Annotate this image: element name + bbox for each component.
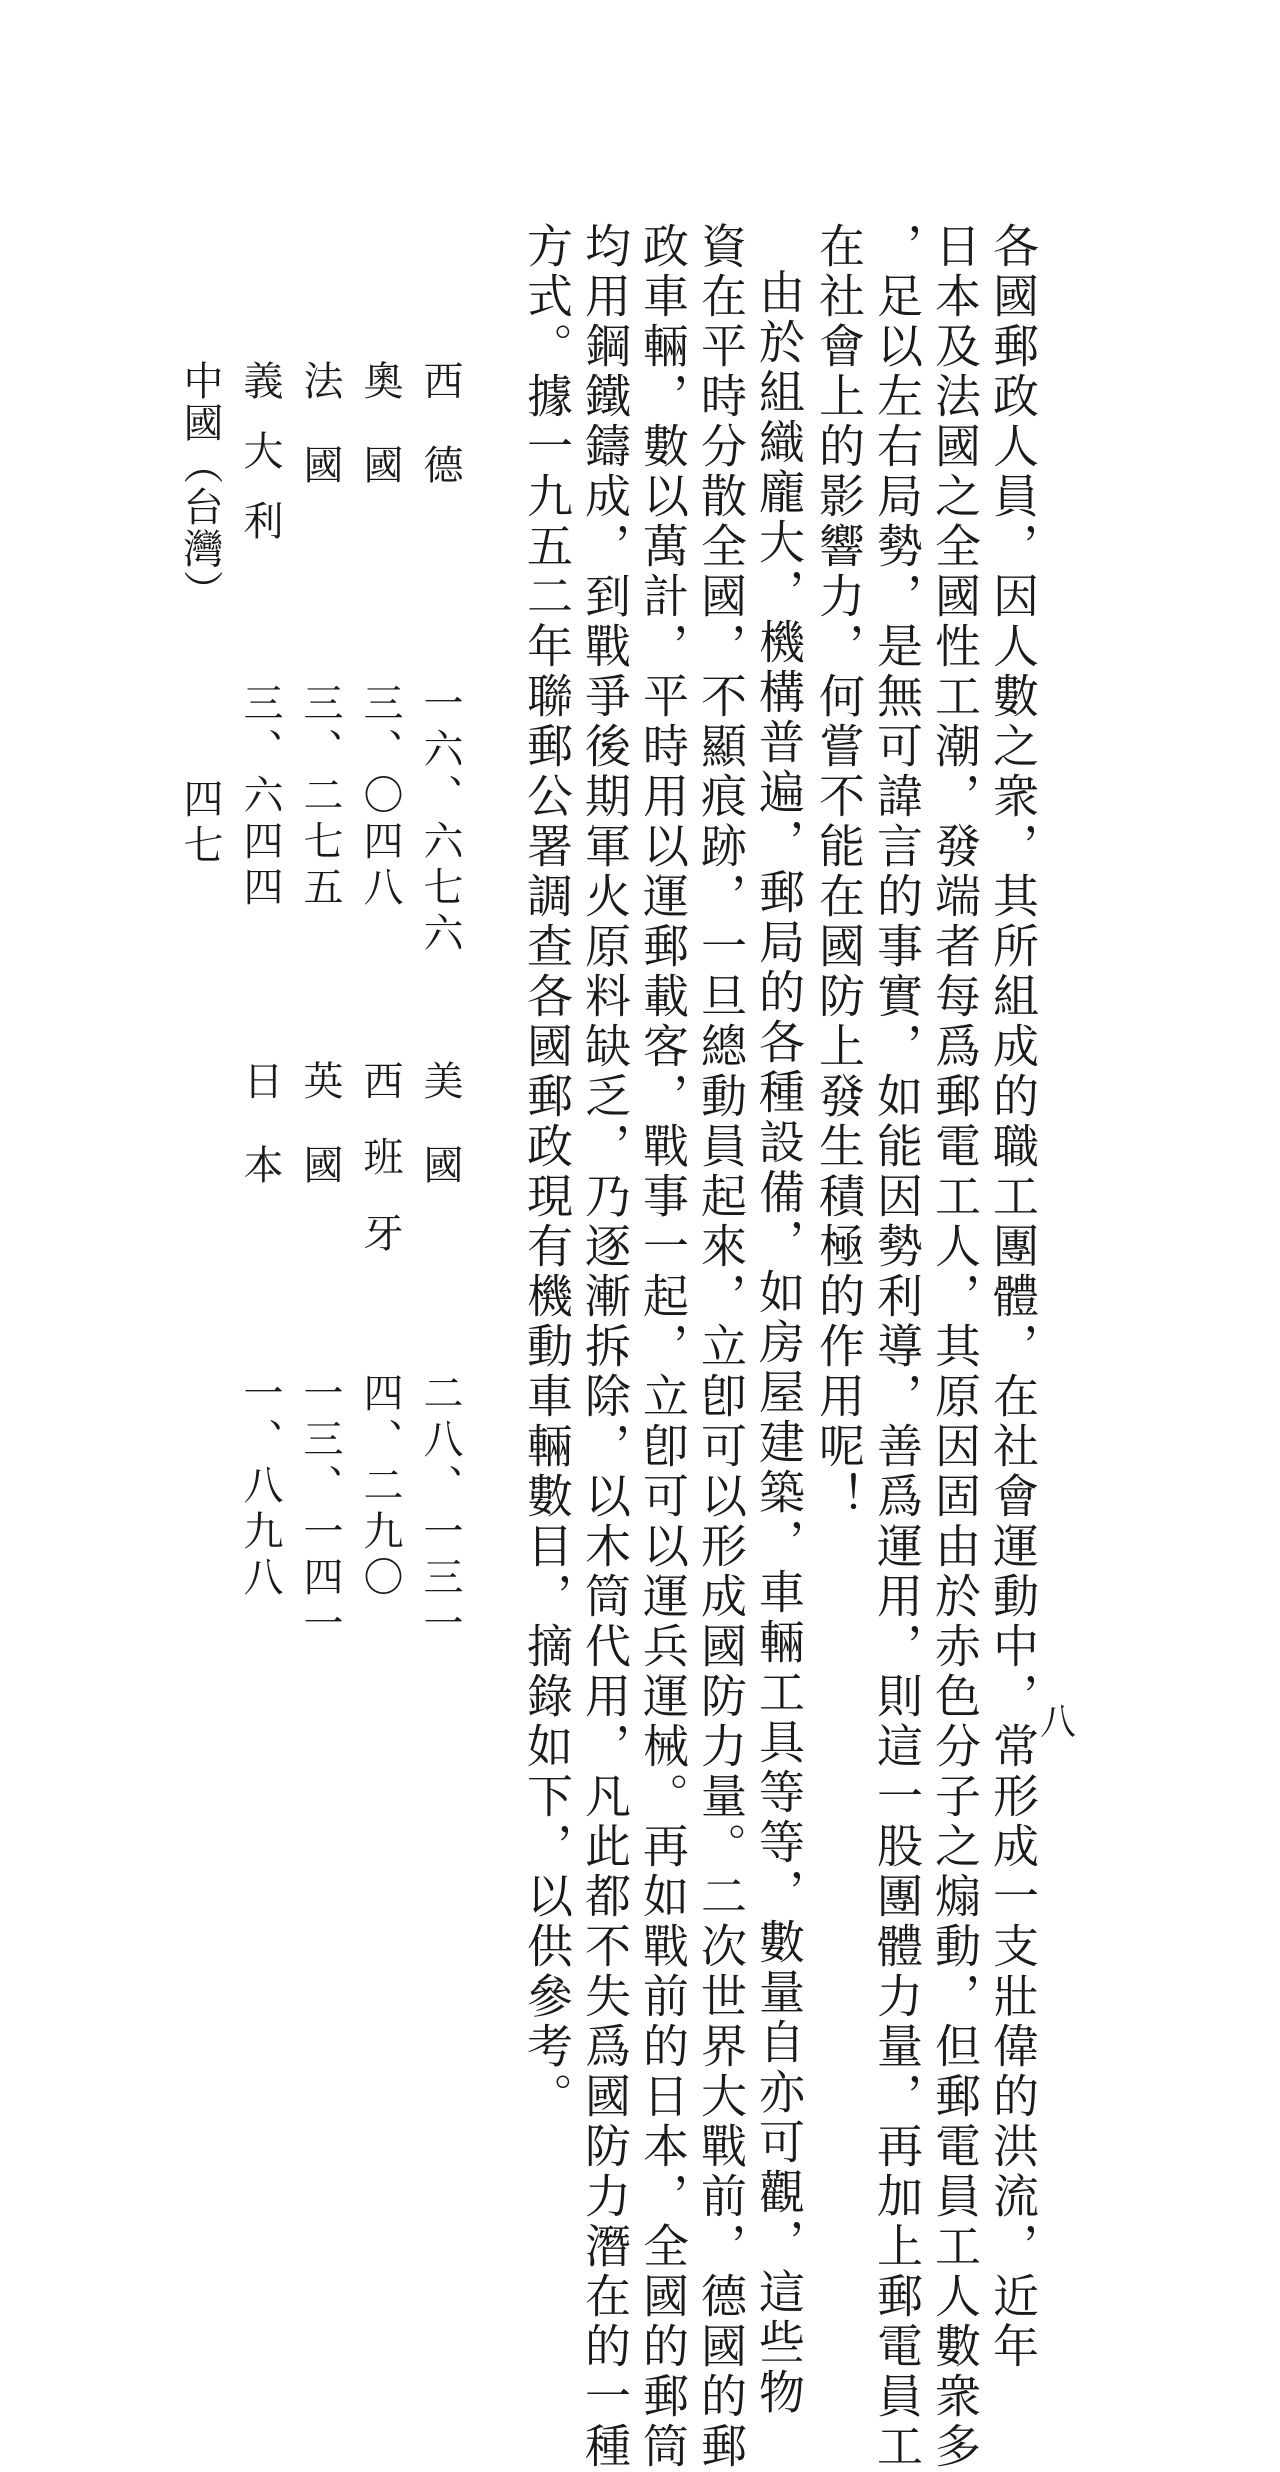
table-right-country: 美國	[417, 1060, 463, 1228]
text-column-6: 資在平時分散全國，不顯痕跡，一旦總動員起來，立卽可以形成國防力量。二次世界大戰前，德國的郵	[694, 222, 748, 2472]
text-column-9: 方式。據一九五二年聯郵公署調查各國郵政現有機動車輛數目，摘錄如下，以供參考。	[520, 222, 574, 2122]
text-column-5: 由於組織龐大，機構普遍，郵局的各種設備，如房屋建築，車輛工具等等，數量自亦可觀，這些物	[752, 268, 806, 2418]
page-number: 八	[1040, 1702, 1077, 1743]
text-column-3: ，足以左右局勢，是無可諱言的事實，如能因勢利導，善爲運用，則這一股團體力量，再加上郵電員工	[870, 222, 924, 2472]
table-left-count: 四七	[177, 778, 223, 870]
table-right-count: 四、二九〇	[357, 1372, 403, 1602]
table-left-country: 中國（台灣）	[177, 360, 223, 612]
table-left-count: 三、〇四八	[357, 682, 403, 912]
table-left-country: 奧國	[357, 360, 403, 528]
table-right-country: 日本	[237, 1060, 283, 1228]
table-left-country: 西德	[417, 360, 463, 528]
text-column-1: 各國郵政人員，因人數之衆，其所組成的職工團體，在社會運動中，常形成一支壯偉的洪流，近年	[986, 222, 1040, 2372]
table-right-count: 一、八九八	[237, 1372, 283, 1602]
text-column-7: 政車輛，數以萬計，平時用以運郵載客，戰事一起，立卽可以運兵運械。再如戰前的日本，全國的郵筒	[636, 222, 690, 2472]
table-left-count: 三、二七五	[297, 682, 343, 912]
text-column-2: 日本及法國之全國性工潮，發端者每爲郵電工人，其原因固由於赤色分子之煽動，但郵電員工人數衆多	[928, 222, 982, 2472]
text-column-4: 在社會上的影響力，何嘗不能在國防上發生積極的作用呢！	[812, 222, 866, 1522]
table-right-country: 西班牙	[357, 1060, 403, 1288]
table-left-country: 義大利	[237, 360, 283, 570]
text-column-8: 均用鋼鐵鑄成，到戰爭後期軍火原料缺乏，乃逐漸拆除，以木筒代用，凡此都不失爲國防力潛在的一種	[578, 222, 632, 2472]
table-right-count: 一三、一四一	[297, 1372, 343, 1648]
table-right-country: 英國	[297, 1060, 343, 1228]
table-left-count: 一六、六七六	[417, 682, 463, 958]
table-left-country: 法國	[297, 360, 343, 528]
table-left-count: 三、六四四	[237, 682, 283, 912]
table-right-count: 二八、一三一	[417, 1372, 463, 1648]
